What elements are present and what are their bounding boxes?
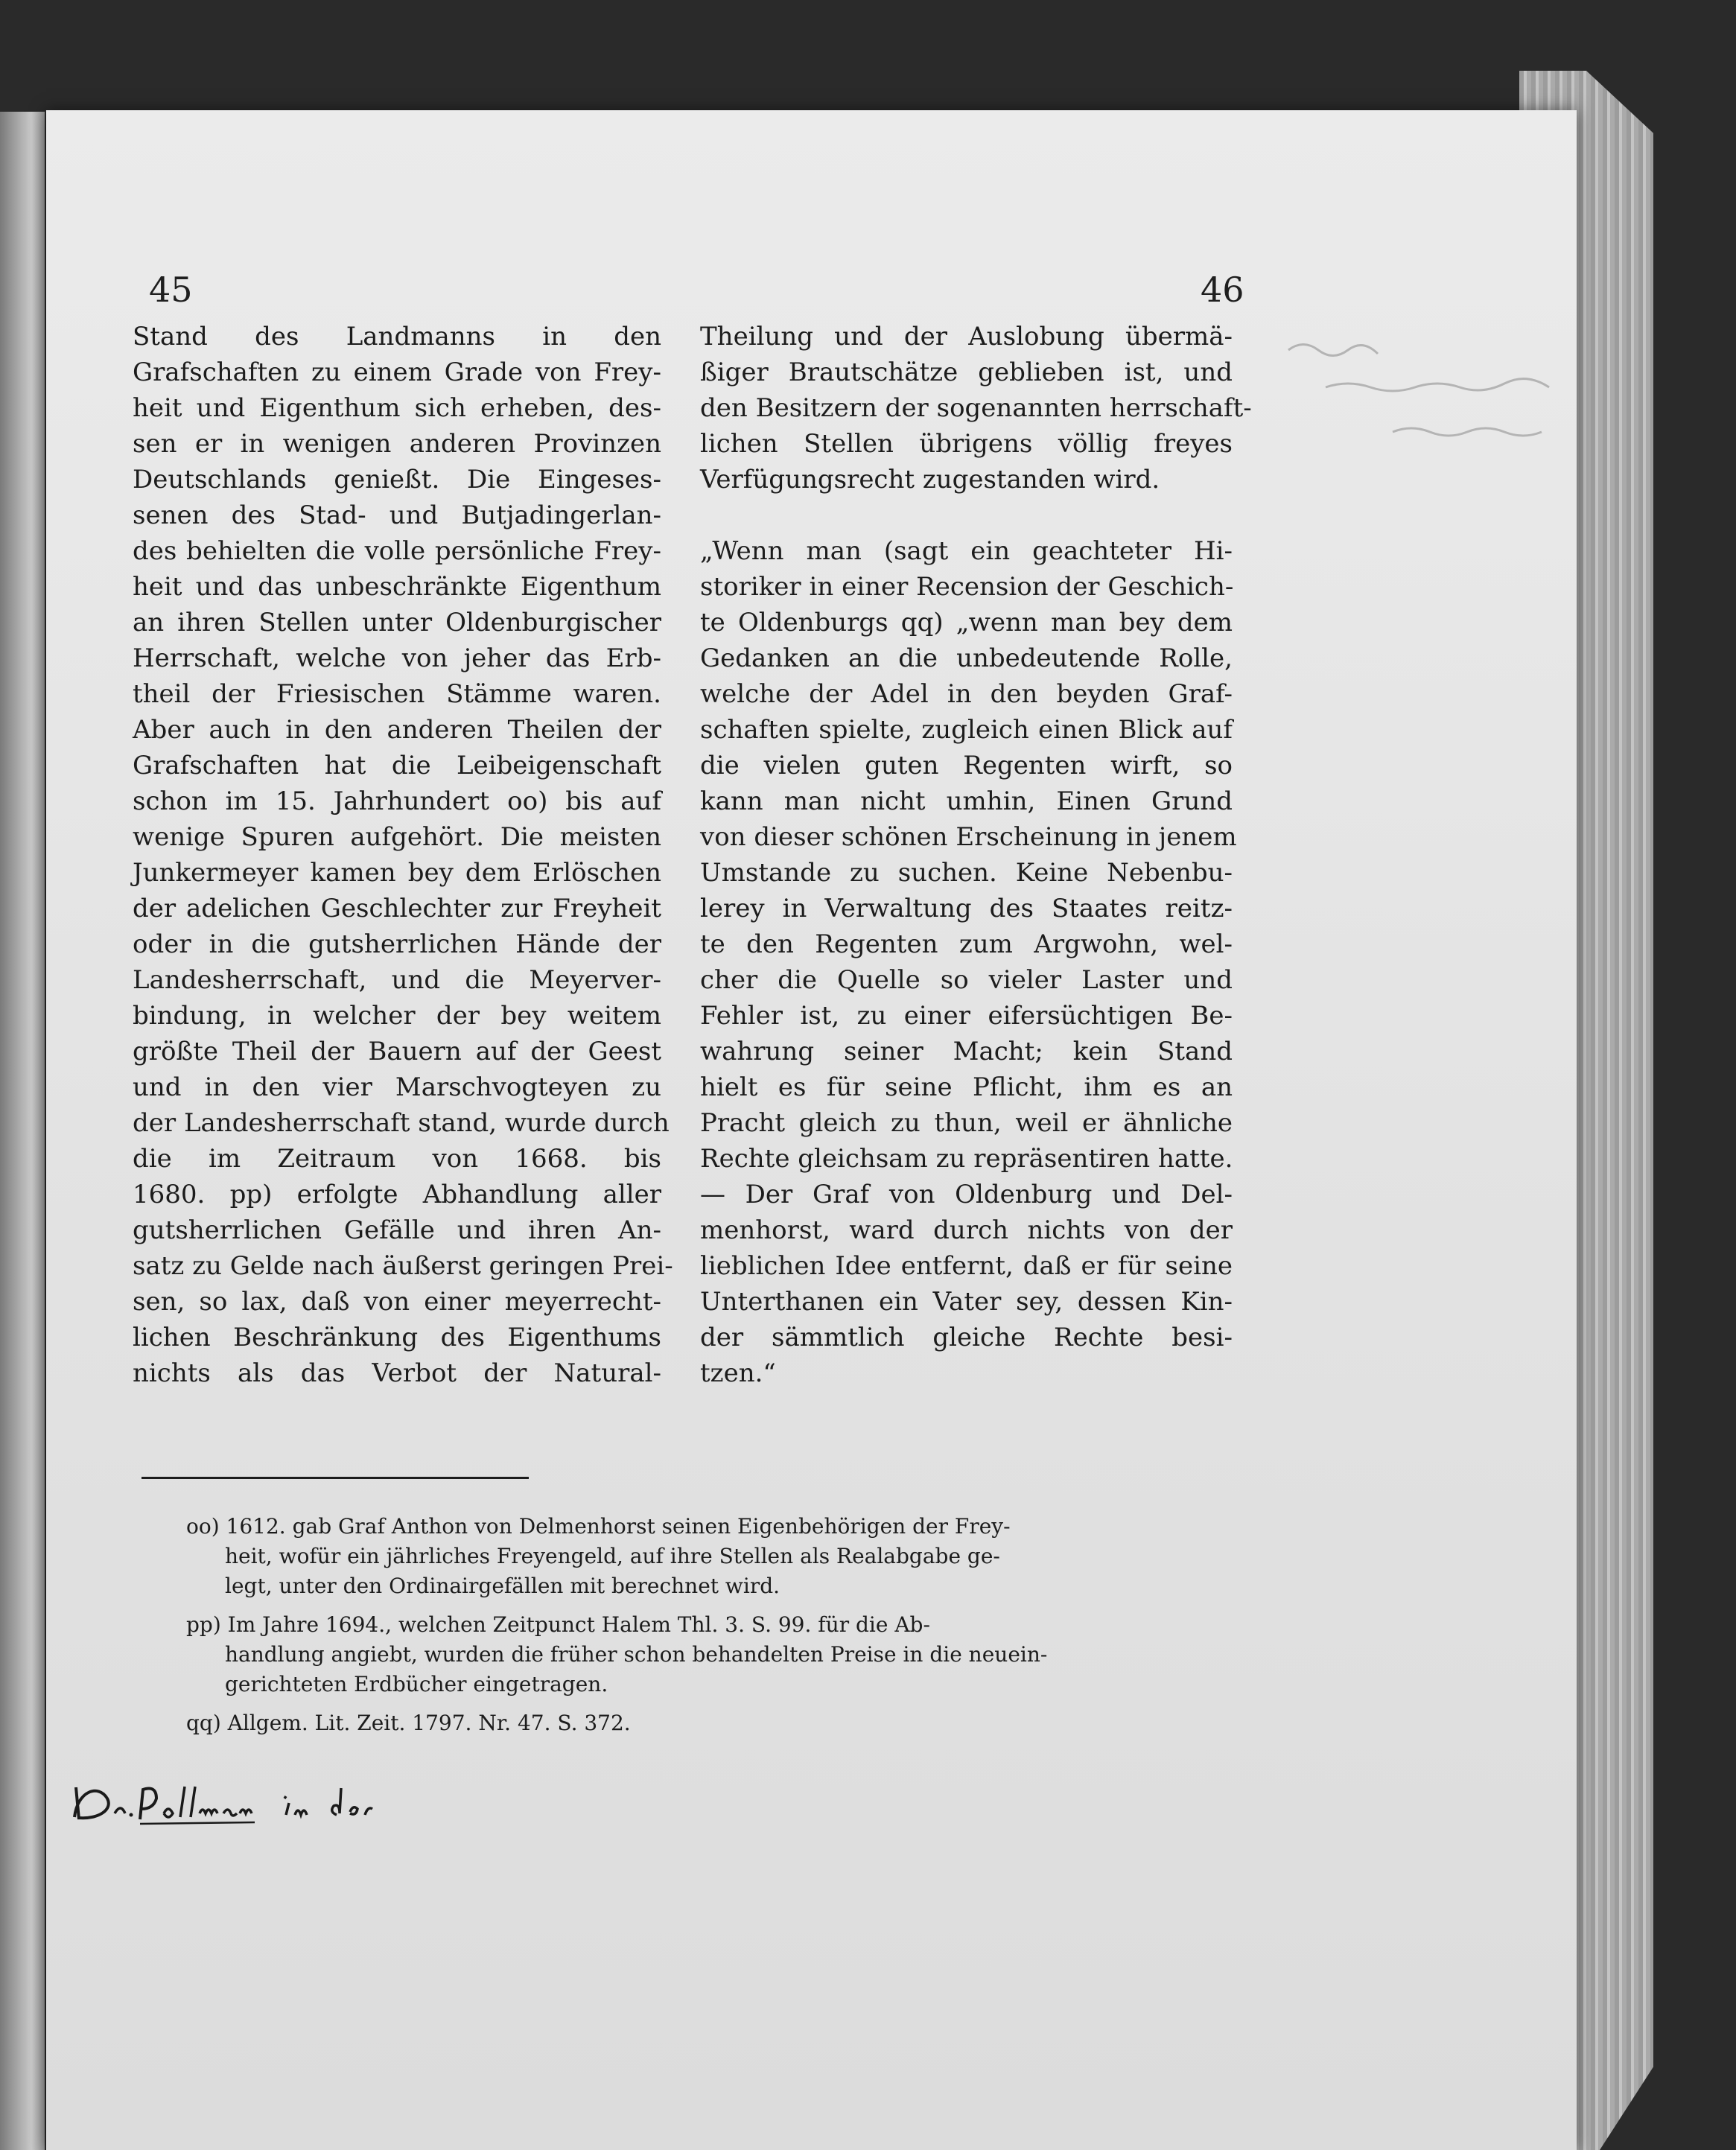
- text-line: nichts als das Verbot der Natural-: [133, 1358, 661, 1388]
- text-line: Rechte gleichsam zu repräsentiren hatte.: [700, 1144, 1233, 1174]
- text-line: lichen Beschränkung des Eigenthums: [133, 1323, 661, 1352]
- text-line: senen des Stad- und Butjadingerlan-: [133, 500, 661, 530]
- text-line: sen er in wenigen anderen Provinzen: [133, 429, 661, 459]
- text-line: den Besitzern der sogenannten herrschaft-: [700, 393, 1252, 423]
- text-line: Herrschaft, welche von jeher das Erb-: [133, 643, 661, 673]
- handwritten-signature: [69, 1776, 411, 1828]
- text-line: lichen Stellen übrigens völlig freyes: [700, 429, 1233, 459]
- text-line: menhorst, ward durch nichts von der: [700, 1215, 1233, 1245]
- footnote-first-line: pp) Im Jahre 1694., welchen Zeitpunct Halem Thl. 3. S. 99. für die Ab-: [186, 1612, 930, 1637]
- text-line: Junkermeyer kamen bey dem Erlöschen: [133, 858, 661, 888]
- footnote-rule: [142, 1477, 529, 1479]
- footnote: [186, 1708, 1236, 1738]
- text-line: die im Zeitraum von 1668. bis: [133, 1144, 661, 1174]
- text-line: hielt es für seine Pflicht, ihm es an: [700, 1072, 1233, 1102]
- text-line: kann man nicht umhin, Einen Grund: [700, 786, 1233, 816]
- text-line: lerey in Verwaltung des Staates reitz-: [700, 894, 1233, 923]
- footnote-continuation-line: heit, wofür ein jährliches Freyengeld, auf ihre Stellen als Realabgabe ge-: [225, 1544, 1000, 1568]
- text-line: die vielen guten Regenten wirft, so: [700, 751, 1233, 780]
- text-line: des behielten die volle persönliche Frey-: [133, 536, 661, 566]
- page-number-right: 46: [1201, 270, 1244, 310]
- text-line: — Der Graf von Oldenburg und Del-: [700, 1180, 1233, 1209]
- text-line: bindung, in welcher der bey weitem: [133, 1001, 661, 1031]
- text-line: Verfügungsrecht zugestanden wird.: [700, 465, 1160, 494]
- text-line: der adelichen Geschlechter zur Freyheit: [133, 894, 661, 923]
- text-line: te Oldenburgs qq) „wenn man bey dem: [700, 608, 1233, 637]
- text-line: Grafschaften zu einem Grade von Frey-: [133, 357, 661, 387]
- text-line: ßiger Brautschätze geblieben ist, und: [700, 357, 1233, 387]
- text-line: gutsherrlichen Gefälle und ihren An-: [133, 1215, 661, 1245]
- text-line: Stand des Landmanns in den: [133, 322, 661, 352]
- text-line: Aber auch in den anderen Theilen der: [133, 715, 661, 745]
- text-line: Gedanken an die unbedeutende Rolle,: [700, 643, 1233, 673]
- faint-marginal-handwriting: [1281, 328, 1594, 462]
- text-line: größte Theil der Bauern auf der Geest: [133, 1037, 661, 1066]
- text-line: Umstande zu suchen. Keine Nebenbu-: [700, 858, 1233, 888]
- text-line: von dieser schönen Erscheinung in jenem: [700, 822, 1237, 852]
- text-line: [700, 497, 1233, 533]
- text-line: sen, so lax, daß von einer meyerrecht-: [133, 1287, 661, 1317]
- text-line: welche der Adel in den beyden Graf-: [700, 679, 1233, 709]
- text-line: Theilung und der Auslobung übermä-: [700, 322, 1233, 352]
- text-line: wahrung seiner Macht; kein Stand: [700, 1037, 1233, 1066]
- text-line: 1680. pp) erfolgte Abhandlung aller: [133, 1180, 661, 1209]
- text-line: satz zu Gelde nach äußerst geringen Prei-: [133, 1251, 673, 1281]
- footnote: [186, 1610, 1236, 1699]
- text-line: der sämmtlich gleiche Rechte besi-: [700, 1323, 1233, 1352]
- page-number-left: 45: [149, 270, 193, 310]
- text-line: „Wenn man (sagt ein geachteter Hi-: [700, 536, 1233, 566]
- text-line: Landesherrschaft, und die Meyerver-: [133, 965, 661, 995]
- footnote-continuation-line: legt, unter den Ordinairgefällen mit berechnet wird.: [225, 1574, 780, 1598]
- text-line: Grafschaften hat die Leibeigenschaft: [133, 751, 661, 780]
- text-line: und in den vier Marschvogteyen zu: [133, 1072, 661, 1102]
- text-line: Unterthanen ein Vater sey, dessen Kin-: [700, 1287, 1233, 1317]
- footnote-continuation-line: gerichteten Erdbücher eingetragen.: [225, 1672, 608, 1696]
- text-line: Pracht gleich zu thun, weil er ähnliche: [700, 1108, 1233, 1138]
- footnote-first-line: qq) Allgem. Lit. Zeit. 1797. Nr. 47. S. 372.: [186, 1711, 631, 1735]
- text-line: cher die Quelle so vieler Laster und: [700, 965, 1233, 995]
- text-line: heit und Eigenthum sich erheben, des-: [133, 393, 661, 423]
- text-line: Fehler ist, zu einer eifersüchtigen Be-: [700, 1001, 1233, 1031]
- text-line: der Landesherrschaft stand, wurde durch: [133, 1108, 670, 1138]
- text-line: wenige Spuren aufgehört. Die meisten: [133, 822, 661, 852]
- text-line: schon im 15. Jahrhundert oo) bis auf: [133, 786, 661, 816]
- text-line: Deutschlands genießt. Die Eingeses-: [133, 465, 661, 494]
- text-column-left: [133, 319, 673, 1391]
- text-line: an ihren Stellen unter Oldenburgischer: [133, 608, 661, 637]
- text-line: te den Regenten zum Argwohn, wel-: [700, 929, 1233, 959]
- text-line: storiker in einer Recension der Geschich-: [700, 572, 1234, 602]
- footnote: [186, 1512, 1236, 1601]
- facing-page-edge: [0, 112, 45, 2150]
- text-line: lieblichen Idee entfernt, daß er für seine: [700, 1251, 1233, 1281]
- footnotes: [186, 1512, 1236, 1747]
- text-line: tzen.“: [700, 1358, 776, 1388]
- text-line: oder in die gutsherrlichen Hände der: [133, 929, 661, 959]
- footnote-continuation-line: handlung angiebt, wurden die früher schon behandelten Preise in die neuein-: [225, 1642, 1048, 1667]
- footnote-first-line: oo) 1612. gab Graf Anthon von Delmenhorst seinen Eigenbehörigen der Frey-: [186, 1514, 1011, 1539]
- text-column-right: [700, 319, 1252, 1391]
- text-line: theil der Friesischen Stämme waren.: [133, 679, 661, 709]
- text-line: heit und das unbeschränkte Eigenthum: [133, 572, 661, 602]
- text-line: schaften spielte, zugleich einen Blick auf: [700, 715, 1233, 745]
